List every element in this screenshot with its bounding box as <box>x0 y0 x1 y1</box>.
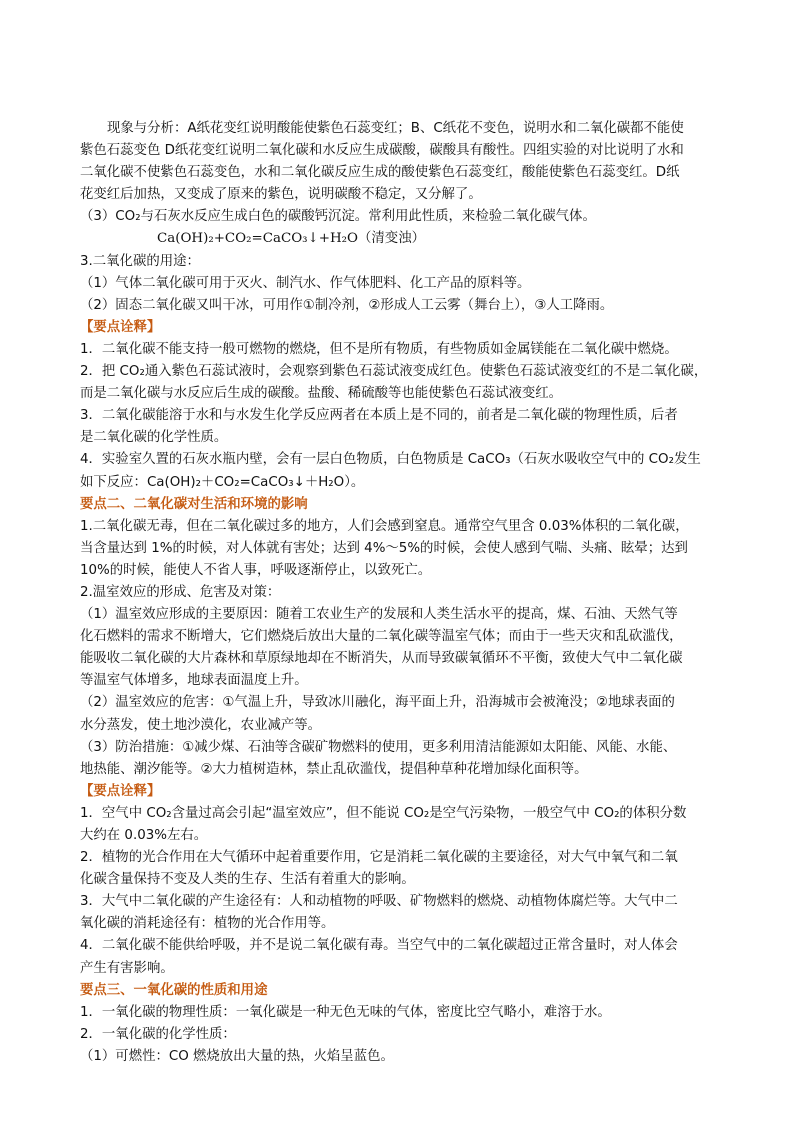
para1-line: 现象与分析：A纸花变红说明酸能使紫色石蕊变红；B、C纸花不变色，说明水和二氧化碳都不能使 <box>107 121 684 136</box>
item-3-limewater: （3）CO₂与石灰水反应生成白色的碳酸钙沉淀。常利用此性质，来检验二氧化碳气体。 <box>80 209 596 225</box>
note-line: 1．二氧化碳不能支持一般可燃物的燃烧，但不是所有物质，有些物质如金属镁能在二氧化碳中燃烧。 <box>80 341 678 357</box>
note-heading-1: 【要点诠释】 <box>80 319 161 335</box>
document-page <box>80 118 716 1068</box>
note-line: 而是二氧化碳与水反应后生成的碳酸。盐酸、稀硫酸等也能使紫色石蕊试液变红。 <box>80 386 563 402</box>
section-3-heading: 要点三、一氧化碳的性质和用途 <box>80 982 268 998</box>
uses-item: （1）气体二氧化碳可用于灭火、制汽水、作气体肥料、化工产品的原料等。 <box>80 275 531 291</box>
section-2-line: 能吸收二氧化碳的大片森林和草原绿地却在不断消失，从而导致碳氧循环不平衡，致使大气中二氧化碳 <box>80 651 683 667</box>
note-line: 氧化碳的消耗途径有：植物的光合作用等。 <box>80 916 335 932</box>
section-2-line: （3）防治措施：①减少煤、石油等含碳矿物燃料的使用，更多利用清洁能源如太阳能、风能、水能、 <box>80 739 677 755</box>
section-2-line: （2）温室效应的危害：①气温上升，导致冰川融化，海平面上升，沿海城市会被淹没；②地球表面的 <box>80 695 675 711</box>
section-2-line: 当含量达到 1%的时候，对人体就有害处；达到 4%～5%的时候，会使人感到气喘、头痛、眩晕；达到 <box>80 540 688 556</box>
formula-limewater: Ca(OH)₂+CO₂=CaCO₃↓+H₂O（清变浊） <box>157 231 425 247</box>
section-2-line: 2.温室效应的形成、危害及对策： <box>80 584 281 600</box>
note-line: 3．大气中二氧化碳的产生途径有：人和动植物的呼吸、矿物燃料的燃烧、动植物体腐烂等。大气中二 <box>80 894 678 910</box>
section-3-line: 2．一氧化碳的化学性质： <box>80 1026 236 1042</box>
section-2-line: 10%的时候，能使人不省人事，呼吸逐渐停止，以致死亡。 <box>80 562 432 578</box>
section-3-line: 1．一氧化碳的物理性质：一氧化碳是一种无色无味的气体，密度比空气略小，难溶于水。 <box>80 1004 611 1020</box>
section-2-line: 等温室气体增多，地球表面温度上升。 <box>80 673 308 689</box>
note-line: 4．二氧化碳不能供给呼吸，并不是说二氧化碳有毒。当空气中的二氧化碳超过正常含量时，对人体会 <box>80 938 678 954</box>
note-line: 1．空气中 CO₂含量过高会引起“温室效应”，但不能说 CO₂是空气污染物，一般空气中 CO₂的体积分数 <box>80 805 687 821</box>
section-2-line: 地热能、潮汐能等。②大力植树造林，禁止乱砍滥伐，提倡种草种花增加绿化面积等。 <box>80 761 588 777</box>
para1-line: 紫色石蕊变色 D纸花变红说明二氧化碳和水反应生成碳酸，碳酸具有酸性。四组实验的对比说明了水和 <box>80 143 684 159</box>
note-line: 4．实验室久置的石灰水瓶内壁，会有一层白色物质，白色物质是 CaCO₃（石灰水吸收空气中的 CO₂发生 <box>80 452 701 468</box>
section-2-line: （1）温室效应形成的主要原因：随着工农业生产的发展和人类生活水平的提高，煤、石油、天然气等 <box>80 607 678 623</box>
note-line: 3．二氧化碳能溶于水和与水发生化学反应两者在本质上是不同的，前者是二氧化碳的物理性质，后者 <box>80 408 678 424</box>
section-2-line: 水分蒸发，使土地沙漠化，农业减产等。 <box>80 717 322 733</box>
note-line: 产生有害影响。 <box>80 960 174 976</box>
uses-title: 3.二氧化碳的用途： <box>80 253 200 269</box>
note-line: 大约在 0.03%左右。 <box>80 828 208 843</box>
section-2-heading: 要点二、二氧化碳对生活和环境的影响 <box>80 496 308 512</box>
para1-line: 二氧化碳不使紫色石蕊变色，水和二氧化碳反应生成的酸使紫色石蕊变红，酸能使紫色石蕊变红。D纸 <box>80 165 680 181</box>
note-line: 2．植物的光合作用在大气循环中起着重要作用，它是消耗二氧化碳的主要途径，对大气中氧气和二氧 <box>80 850 678 866</box>
note-line: 是二氧化碳的化学性质。 <box>80 430 228 446</box>
section-3-line: （1）可燃性：CO 燃烧放出大量的热，火焰呈蓝色。 <box>80 1048 394 1064</box>
section-2-line: 化石燃料的需求不断增大，它们燃烧后放出大量的二氧化碳等温室气体；而由于一些天灾和乱砍滥伐， <box>80 629 683 645</box>
note-line: 2．把 CO₂通入紫色石蕊试液时，会观察到紫色石蕊试液变成红色。使紫色石蕊试液变红的不是二氧化碳， <box>80 364 708 380</box>
note-heading-2: 【要点诠释】 <box>80 783 161 799</box>
section-2-line: 1.二氧化碳无毒，但在二氧化碳过多的地方，人们会感到窒息。通常空气里含 0.03%体积的二氧化碳， <box>80 518 689 534</box>
note-line: 化碳含量保持不变及人类的生存、生活有着重大的影响。 <box>80 872 415 888</box>
uses-item: （2）固态二氧化碳又叫干冰，可用作①制冷剂，②形成人工云雾（舞台上），③人工降雨。 <box>80 297 614 313</box>
para1-line: 花变红后加热，又变成了原来的紫色，说明碳酸不稳定，又分解了。 <box>80 187 482 203</box>
note-line: 如下反应：Ca(OH)₂＋CO₂=CaCO₃↓＋H₂O）。 <box>80 474 365 490</box>
